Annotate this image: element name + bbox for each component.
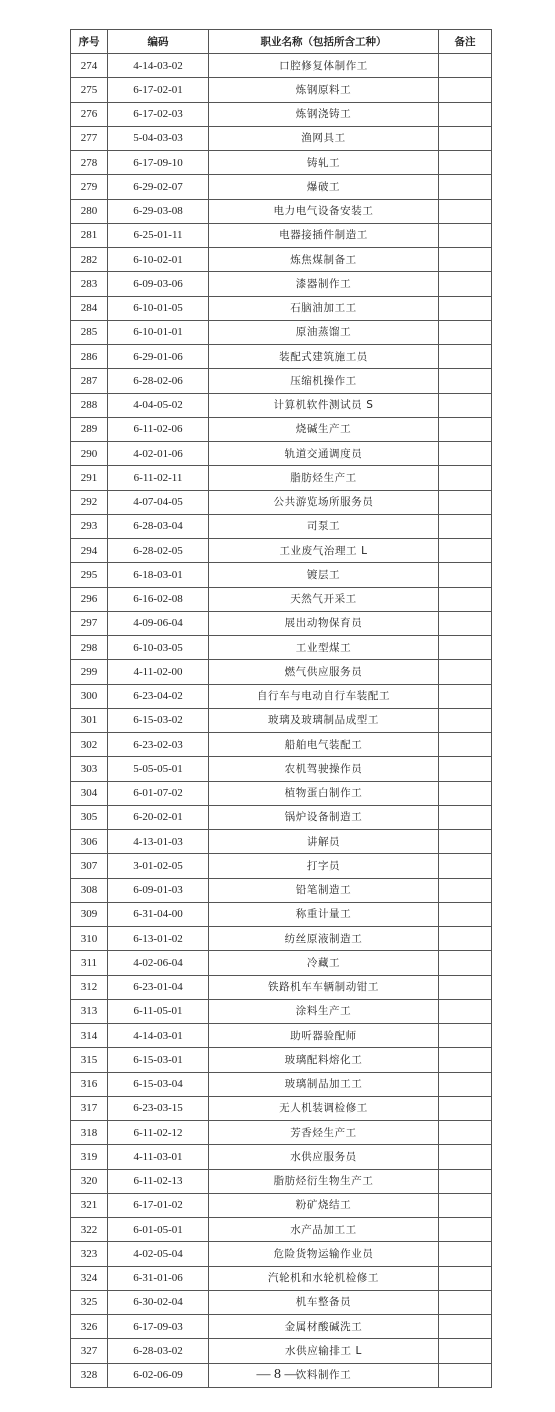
row-name: 玻璃制品加工工: [209, 1072, 439, 1096]
table-row: [71, 272, 492, 296]
row-index: 301: [71, 708, 108, 732]
occupation-table: [70, 29, 492, 1388]
row-remark: [439, 927, 492, 951]
row-index: 288: [71, 393, 108, 417]
row-name: 水产品加工工: [209, 1218, 439, 1242]
row-code: 6-15-03-04: [108, 1072, 209, 1096]
row-code: 6-11-02-13: [108, 1169, 209, 1193]
row-code: 6-28-03-04: [108, 514, 209, 538]
table-row: [71, 587, 492, 611]
row-index: 303: [71, 757, 108, 781]
row-index: 304: [71, 781, 108, 805]
table-row: [71, 733, 492, 757]
row-remark: [439, 393, 492, 417]
row-remark: [439, 1096, 492, 1120]
row-remark: [439, 466, 492, 490]
table-row: [71, 781, 492, 805]
row-code: 3-01-02-05: [108, 854, 209, 878]
row-remark: [439, 1145, 492, 1169]
row-name: 电力电气设备安装工: [209, 199, 439, 223]
table-row: [71, 951, 492, 975]
row-remark: [439, 248, 492, 272]
table-row: [71, 1315, 492, 1339]
row-index: 289: [71, 417, 108, 441]
row-code: 5-05-05-01: [108, 757, 209, 781]
row-index: 314: [71, 1024, 108, 1048]
table-row: [71, 1218, 492, 1242]
row-remark: [439, 733, 492, 757]
row-code: 6-13-01-02: [108, 927, 209, 951]
row-index: 316: [71, 1072, 108, 1096]
row-name: 工业废气治理工 L: [209, 539, 439, 563]
row-remark: [439, 442, 492, 466]
table-row: [71, 1193, 492, 1217]
row-index: 295: [71, 563, 108, 587]
row-remark: [439, 199, 492, 223]
table-row: [71, 1339, 492, 1363]
row-code: 6-28-02-06: [108, 369, 209, 393]
row-code: 4-14-03-02: [108, 54, 209, 78]
row-name: 原油蒸馏工: [209, 320, 439, 344]
row-code: 6-11-02-06: [108, 417, 209, 441]
row-code: 6-16-02-08: [108, 587, 209, 611]
row-remark: [439, 345, 492, 369]
row-code: 4-07-04-05: [108, 490, 209, 514]
table-row: [71, 539, 492, 563]
row-remark: [439, 1048, 492, 1072]
row-name: 烧碱生产工: [209, 417, 439, 441]
row-remark: [439, 1024, 492, 1048]
row-name: 脂肪烃衍生物生产工: [209, 1169, 439, 1193]
row-index: 287: [71, 369, 108, 393]
table-row: [71, 902, 492, 926]
row-code: 6-09-01-03: [108, 878, 209, 902]
row-remark: [439, 296, 492, 320]
row-name: 炼钢浇铸工: [209, 102, 439, 126]
row-remark: [439, 757, 492, 781]
header-index: 序号: [71, 30, 108, 54]
row-remark: [439, 781, 492, 805]
row-name: 自行车与电动自行车装配工: [209, 684, 439, 708]
table-row: [71, 78, 492, 102]
table-row: [71, 442, 492, 466]
row-name: 植物蛋白制作工: [209, 781, 439, 805]
table-row: [71, 1072, 492, 1096]
row-index: 309: [71, 902, 108, 926]
table-row: [71, 830, 492, 854]
table-row: [71, 660, 492, 684]
row-remark: [439, 975, 492, 999]
row-remark: [439, 1315, 492, 1339]
row-code: 6-15-03-02: [108, 708, 209, 732]
row-name: 轨道交通调度员: [209, 442, 439, 466]
row-code: 4-11-02-00: [108, 660, 209, 684]
row-code: 6-29-03-08: [108, 199, 209, 223]
row-code: 6-25-01-11: [108, 223, 209, 247]
row-name: 计算机软件测试员 S: [209, 393, 439, 417]
row-code: 6-15-03-01: [108, 1048, 209, 1072]
row-index: 325: [71, 1290, 108, 1314]
row-remark: [439, 1290, 492, 1314]
row-code: 6-23-04-02: [108, 684, 209, 708]
row-code: 6-10-01-05: [108, 296, 209, 320]
row-remark: [439, 1339, 492, 1363]
table-row: [71, 199, 492, 223]
row-index: 279: [71, 175, 108, 199]
row-index: 312: [71, 975, 108, 999]
row-name: 天然气开采工: [209, 587, 439, 611]
row-name: 渔网具工: [209, 126, 439, 150]
row-code: 6-10-03-05: [108, 636, 209, 660]
table-row: [71, 393, 492, 417]
row-remark: [439, 1193, 492, 1217]
row-name: 玻璃配料熔化工: [209, 1048, 439, 1072]
row-remark: [439, 539, 492, 563]
row-code: 6-17-01-02: [108, 1193, 209, 1217]
row-name: 炼钢原料工: [209, 78, 439, 102]
row-remark: [439, 563, 492, 587]
row-name: 粉矿烧结工: [209, 1193, 439, 1217]
row-code: 6-23-03-15: [108, 1096, 209, 1120]
row-name: 司泵工: [209, 514, 439, 538]
row-code: 4-13-01-03: [108, 830, 209, 854]
row-code: 6-11-05-01: [108, 999, 209, 1023]
table-row: [71, 175, 492, 199]
table-header: [71, 30, 492, 54]
row-name: 燃气供应服务员: [209, 660, 439, 684]
row-index: 281: [71, 223, 108, 247]
row-index: 315: [71, 1048, 108, 1072]
table-body: [71, 54, 492, 1388]
table-row: [71, 805, 492, 829]
row-code: 6-31-04-00: [108, 902, 209, 926]
table-row: [71, 1121, 492, 1145]
row-code: 6-17-02-01: [108, 78, 209, 102]
row-remark: [439, 587, 492, 611]
row-index: 324: [71, 1266, 108, 1290]
header-remark: 备注: [439, 30, 492, 54]
row-remark: [439, 660, 492, 684]
table-row: [71, 757, 492, 781]
row-remark: [439, 999, 492, 1023]
table-row: [71, 417, 492, 441]
row-code: 6-31-01-06: [108, 1266, 209, 1290]
row-remark: [439, 151, 492, 175]
row-code: 4-02-01-06: [108, 442, 209, 466]
row-name: 涂料生产工: [209, 999, 439, 1023]
row-index: 307: [71, 854, 108, 878]
row-remark: [439, 320, 492, 344]
row-code: 6-18-03-01: [108, 563, 209, 587]
table-row: [71, 223, 492, 247]
table-row: [71, 1169, 492, 1193]
row-name: 口腔修复体制作工: [209, 54, 439, 78]
table-row: [71, 466, 492, 490]
row-code: 4-02-06-04: [108, 951, 209, 975]
table-row: [71, 878, 492, 902]
row-name: 锅炉设备制造工: [209, 805, 439, 829]
row-name: 铸轧工: [209, 151, 439, 175]
row-index: 305: [71, 805, 108, 829]
row-name: 爆破工: [209, 175, 439, 199]
table-row: [71, 611, 492, 635]
row-name: 展出动物保育员: [209, 611, 439, 635]
row-remark: [439, 369, 492, 393]
row-index: 313: [71, 999, 108, 1023]
row-name: 玻璃及玻璃制品成型工: [209, 708, 439, 732]
row-index: 291: [71, 466, 108, 490]
row-index: 286: [71, 345, 108, 369]
row-code: 6-30-02-04: [108, 1290, 209, 1314]
table-row: [71, 1242, 492, 1266]
row-remark: [439, 611, 492, 635]
row-name: 讲解员: [209, 830, 439, 854]
row-name: 机车整备员: [209, 1290, 439, 1314]
row-code: 6-17-09-03: [108, 1315, 209, 1339]
row-code: 5-04-03-03: [108, 126, 209, 150]
row-index: 327: [71, 1339, 108, 1363]
row-code: 6-02-06-09: [108, 1363, 209, 1387]
row-remark: [439, 175, 492, 199]
table-row: [71, 975, 492, 999]
row-code: 6-10-01-01: [108, 320, 209, 344]
row-name: 压缩机操作工: [209, 369, 439, 393]
row-index: 321: [71, 1193, 108, 1217]
row-index: 311: [71, 951, 108, 975]
row-index: 320: [71, 1169, 108, 1193]
row-name: 汽轮机和水轮机检修工: [209, 1266, 439, 1290]
table-row: [71, 1048, 492, 1072]
row-index: 278: [71, 151, 108, 175]
row-code: 6-23-01-04: [108, 975, 209, 999]
row-remark: [439, 126, 492, 150]
row-name: 铅笔制造工: [209, 878, 439, 902]
row-index: 293: [71, 514, 108, 538]
row-name: 无人机装调检修工: [209, 1096, 439, 1120]
row-remark: [439, 854, 492, 878]
row-index: 308: [71, 878, 108, 902]
table-row: [71, 1145, 492, 1169]
row-remark: [439, 1121, 492, 1145]
header-name: 职业名称（包括所含工种）: [209, 30, 439, 54]
row-index: 274: [71, 54, 108, 78]
row-remark: [439, 223, 492, 247]
row-name: 船舶电气装配工: [209, 733, 439, 757]
row-remark: [439, 1072, 492, 1096]
row-name: 助听器验配师: [209, 1024, 439, 1048]
row-index: 306: [71, 830, 108, 854]
row-index: 280: [71, 199, 108, 223]
row-remark: [439, 78, 492, 102]
row-name: 铁路机车车辆制动钳工: [209, 975, 439, 999]
table-row: [71, 102, 492, 126]
table-row: [71, 708, 492, 732]
header-code: 编码: [108, 30, 209, 54]
row-name: 水供应输排工 L: [209, 1339, 439, 1363]
table-row: [71, 490, 492, 514]
row-name: 公共游览场所服务员: [209, 490, 439, 514]
row-index: 290: [71, 442, 108, 466]
table-row: [71, 345, 492, 369]
row-index: 319: [71, 1145, 108, 1169]
row-index: 276: [71, 102, 108, 126]
table-row: [71, 126, 492, 150]
row-index: 277: [71, 126, 108, 150]
row-remark: [439, 490, 492, 514]
row-remark: [439, 1266, 492, 1290]
table-row: [71, 927, 492, 951]
row-name: 炼焦煤制备工: [209, 248, 439, 272]
row-index: 284: [71, 296, 108, 320]
row-code: 6-09-03-06: [108, 272, 209, 296]
row-name: 石脑油加工工: [209, 296, 439, 320]
row-remark: [439, 1242, 492, 1266]
row-name: 纺丝原液制造工: [209, 927, 439, 951]
row-index: 294: [71, 539, 108, 563]
row-remark: [439, 1169, 492, 1193]
row-name: 冷藏工: [209, 951, 439, 975]
row-code: 4-04-05-02: [108, 393, 209, 417]
row-code: 6-10-02-01: [108, 248, 209, 272]
table-row: [71, 563, 492, 587]
row-code: 6-17-09-10: [108, 151, 209, 175]
row-index: 297: [71, 611, 108, 635]
row-name: 工业型煤工: [209, 636, 439, 660]
row-name: 水供应服务员: [209, 1145, 439, 1169]
row-name: 打字员: [209, 854, 439, 878]
row-index: 285: [71, 320, 108, 344]
row-name: 称重计量工: [209, 902, 439, 926]
row-index: 310: [71, 927, 108, 951]
row-name: 饮料制作工: [209, 1363, 439, 1387]
row-remark: [439, 272, 492, 296]
row-remark: [439, 951, 492, 975]
row-name: 金属材酸碱洗工: [209, 1315, 439, 1339]
row-index: 283: [71, 272, 108, 296]
row-name: 芳香烃生产工: [209, 1121, 439, 1145]
row-code: 6-20-02-01: [108, 805, 209, 829]
row-remark: [439, 1218, 492, 1242]
row-remark: [439, 417, 492, 441]
row-name: 危险货物运输作业员: [209, 1242, 439, 1266]
row-index: 323: [71, 1242, 108, 1266]
row-code: 4-11-03-01: [108, 1145, 209, 1169]
row-index: 317: [71, 1096, 108, 1120]
table-row: [71, 1096, 492, 1120]
row-name: 镀层工: [209, 563, 439, 587]
row-index: 282: [71, 248, 108, 272]
row-code: 6-29-02-07: [108, 175, 209, 199]
row-remark: [439, 708, 492, 732]
table-row: [71, 636, 492, 660]
table-row: [71, 1024, 492, 1048]
row-code: 4-14-03-01: [108, 1024, 209, 1048]
row-code: 6-28-02-05: [108, 539, 209, 563]
row-index: 302: [71, 733, 108, 757]
row-name: 电器接插件制造工: [209, 223, 439, 247]
row-index: 328: [71, 1363, 108, 1387]
row-remark: [439, 878, 492, 902]
table-row: [71, 151, 492, 175]
row-remark: [439, 636, 492, 660]
table-row: [71, 514, 492, 538]
table-row: [71, 320, 492, 344]
page-number: — 8 —: [256, 1367, 299, 1382]
table-row: [71, 684, 492, 708]
table-row: [71, 999, 492, 1023]
row-remark: [439, 514, 492, 538]
row-index: 326: [71, 1315, 108, 1339]
row-name: 农机驾驶操作员: [209, 757, 439, 781]
row-index: 296: [71, 587, 108, 611]
row-index: 275: [71, 78, 108, 102]
header-row: [71, 30, 492, 54]
row-name: 脂肪烃生产工: [209, 466, 439, 490]
row-index: 298: [71, 636, 108, 660]
row-index: 318: [71, 1121, 108, 1145]
table-row: [71, 1290, 492, 1314]
row-code: 6-29-01-06: [108, 345, 209, 369]
table-row: [71, 248, 492, 272]
row-code: 6-23-02-03: [108, 733, 209, 757]
row-code: 4-02-05-04: [108, 1242, 209, 1266]
row-code: 6-17-02-03: [108, 102, 209, 126]
table-row: [71, 296, 492, 320]
row-remark: [439, 830, 492, 854]
row-code: 6-01-05-01: [108, 1218, 209, 1242]
row-index: 300: [71, 684, 108, 708]
row-code: 6-28-03-02: [108, 1339, 209, 1363]
row-remark: [439, 805, 492, 829]
row-code: 4-09-06-04: [108, 611, 209, 635]
row-remark: [439, 684, 492, 708]
row-name: 漆器制作工: [209, 272, 439, 296]
row-code: 6-11-02-12: [108, 1121, 209, 1145]
row-code: 6-11-02-11: [108, 466, 209, 490]
row-remark: [439, 902, 492, 926]
table-row: [71, 369, 492, 393]
row-remark: [439, 102, 492, 126]
table-row: [71, 1266, 492, 1290]
row-code: 6-01-07-02: [108, 781, 209, 805]
row-name: 装配式建筑施工员: [209, 345, 439, 369]
table-row: [71, 54, 492, 78]
table-row: [71, 854, 492, 878]
row-remark: [439, 54, 492, 78]
row-index: 292: [71, 490, 108, 514]
row-index: 299: [71, 660, 108, 684]
row-index: 322: [71, 1218, 108, 1242]
